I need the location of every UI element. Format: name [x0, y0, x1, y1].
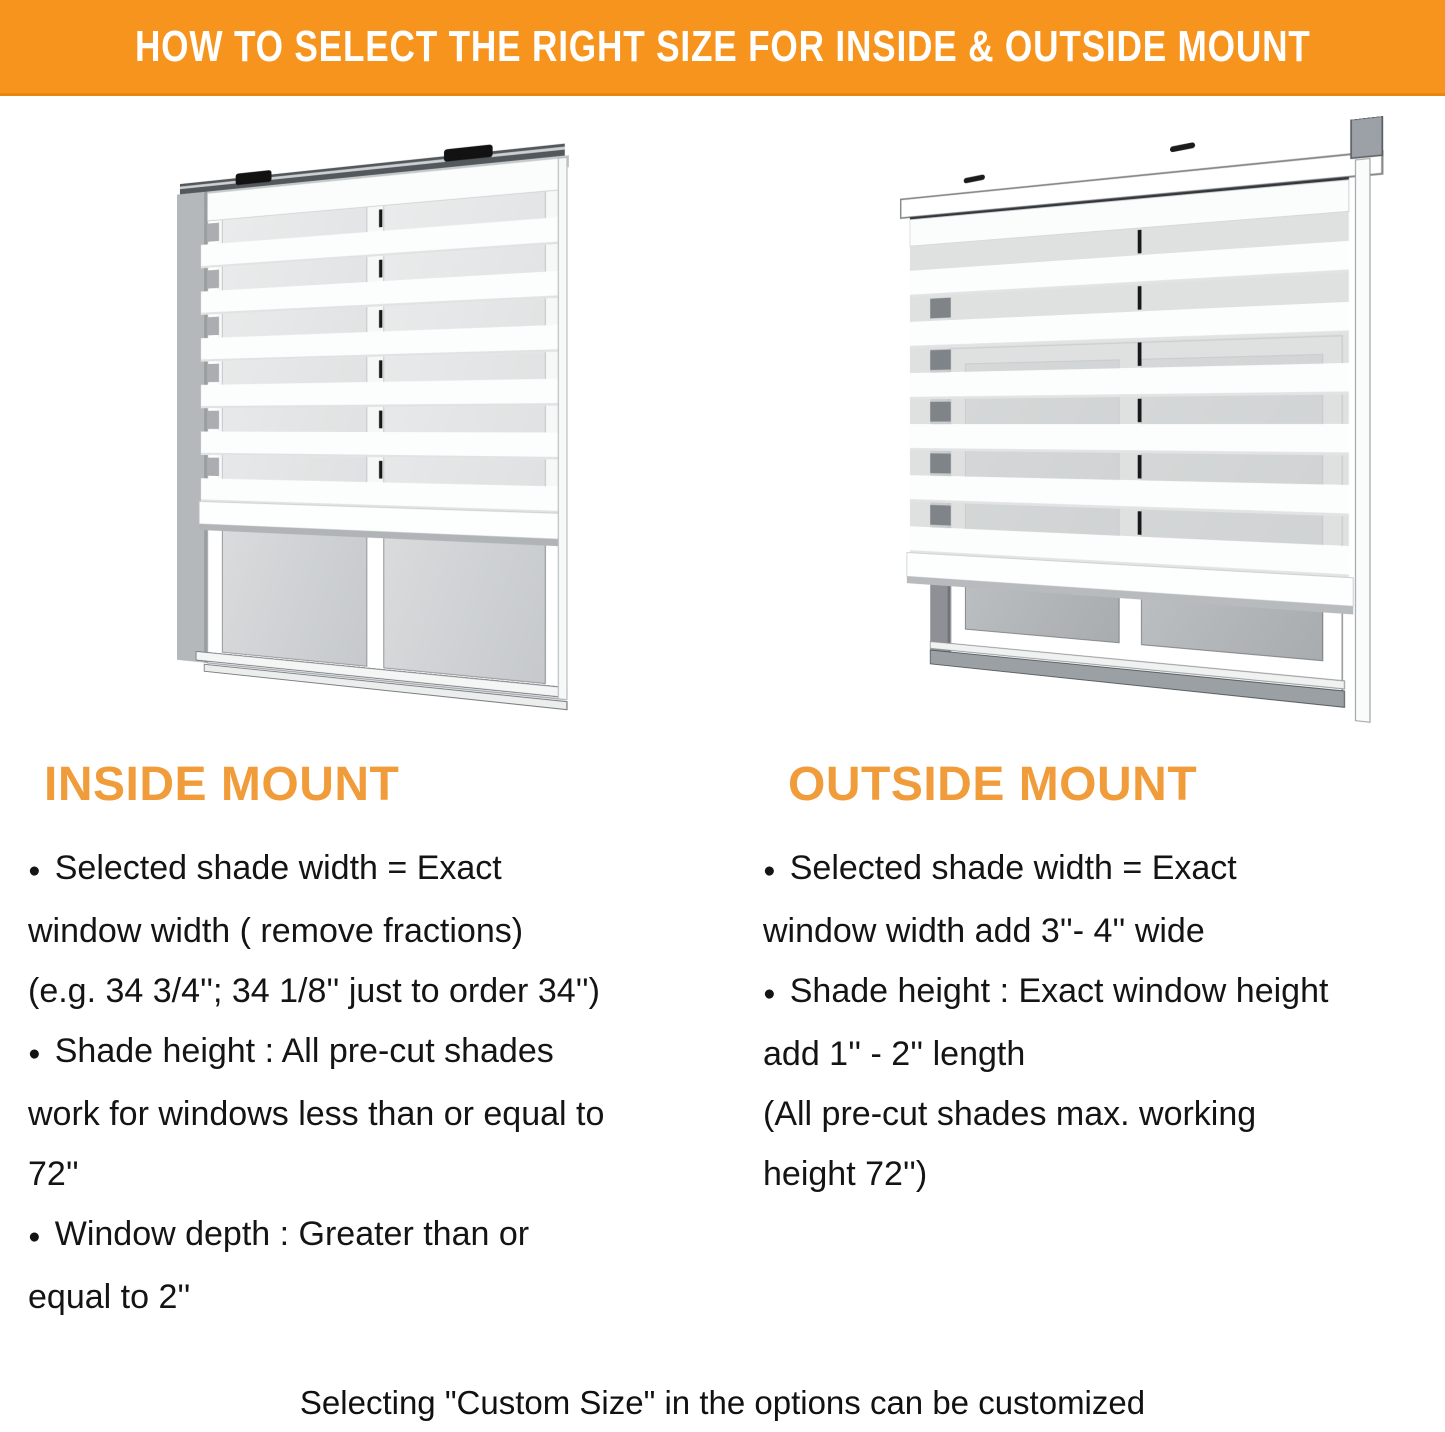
mounting-bracket-icon — [1351, 116, 1382, 158]
inside-mount-illustration — [177, 135, 569, 716]
bullet-icon: ● — [763, 982, 776, 1006]
shade-side-channel — [1356, 158, 1370, 722]
bullet-icon: ● — [763, 859, 776, 883]
bullet-icon: ● — [28, 859, 41, 883]
list-item-text: Shade height : All pre-cut shades work for windows less than or equal to 72'' — [28, 1032, 605, 1194]
screw-mark-icon — [964, 174, 986, 183]
inside-mount-heading: INSIDE MOUNT — [44, 758, 400, 811]
outside-mount-notes — [763, 838, 1445, 1204]
screw-mark-icon — [1170, 142, 1196, 153]
list-item — [28, 838, 733, 1021]
bullet-icon: ● — [28, 1042, 41, 1066]
outside-mount-window-drawing — [898, 113, 1409, 737]
custom-size-note: Selecting "Custom Size" in the options can be customized — [299, 1384, 1146, 1421]
list-item — [28, 1204, 733, 1327]
list-item — [28, 1021, 733, 1204]
shade-side-channel — [558, 157, 567, 699]
list-item-text: Window depth : Greater than or equal to 2'' — [28, 1215, 530, 1317]
zebra-shade — [201, 190, 565, 514]
list-item-text: Selected shade width = Exact window width ( remove fractions) (e.g. 34 3/4''; 34 1/8'' just to order 34'') — [28, 849, 600, 1011]
header-banner — [0, 0, 1445, 96]
list-item — [763, 961, 1445, 1204]
inside-mount-notes — [28, 838, 733, 1327]
outside-mount-illustration — [898, 113, 1409, 737]
inside-mount-window-drawing — [177, 135, 569, 716]
bullet-icon: ● — [28, 1225, 41, 1249]
zebra-shade — [910, 177, 1349, 578]
list-item — [763, 838, 1445, 961]
list-item-text: Shade height : Exact window height add 1'' - 2'' length (All pre-cut shades max. working height 72'') — [763, 972, 1329, 1194]
page-title: HOW TO SELECT THE RIGHT SIZE FOR INSIDE & OUTSIDE MOUNT — [134, 21, 1311, 71]
list-item-text: Selected shade width = Exact window width add 3''- 4'' wide — [763, 849, 1237, 951]
outside-mount-heading: OUTSIDE MOUNT — [788, 758, 1198, 811]
